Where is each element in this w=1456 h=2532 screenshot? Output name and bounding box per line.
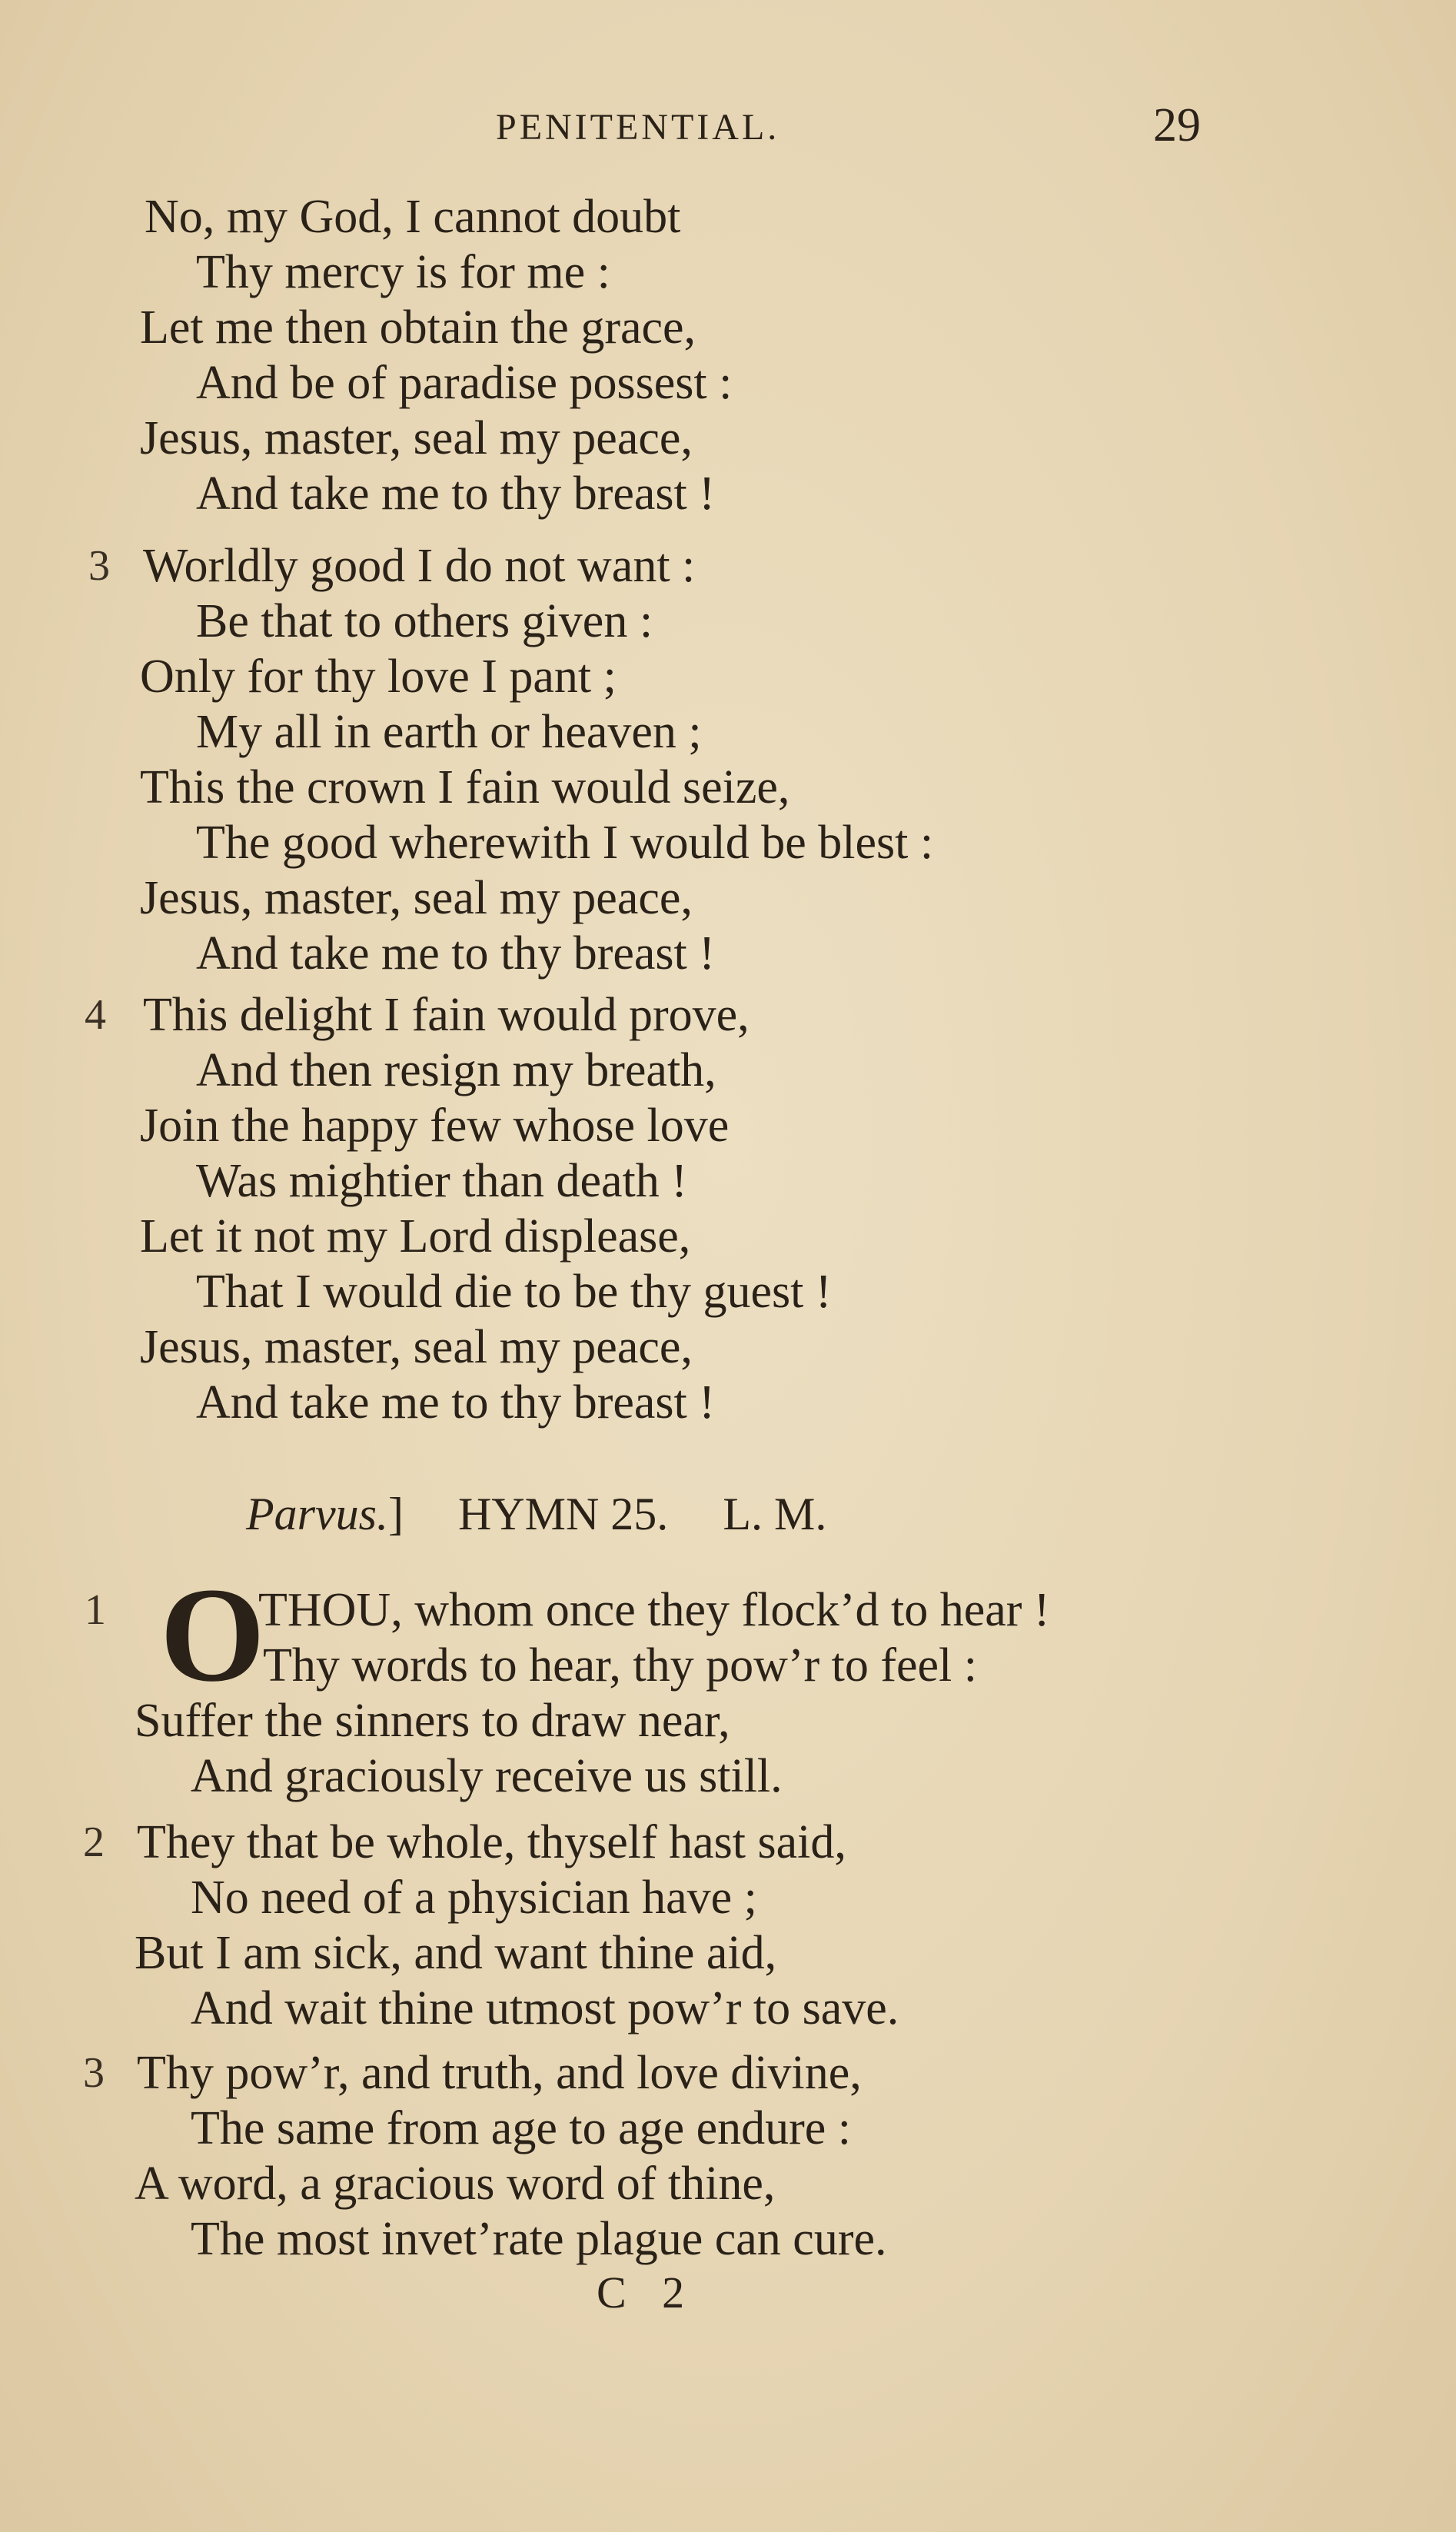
stanza-number: 3	[88, 542, 110, 590]
hymn-meter: L. M.	[723, 1489, 827, 1539]
stanza-number: 4	[85, 991, 106, 1039]
verse-line: And take me to thy breast !	[196, 467, 715, 520]
page-number: 29	[1153, 99, 1201, 151]
verse-line: And take me to thy breast !	[196, 1376, 715, 1429]
verse-line: Was mightier than death !	[196, 1155, 687, 1207]
running-title: PENITENTIAL.	[496, 107, 780, 148]
verse-line: And take me to thy breast !	[196, 927, 715, 980]
verse-line: My all in earth or heaven ;	[196, 706, 702, 758]
verse-line: A word, a gracious word of thine,	[135, 2158, 776, 2210]
stanza-number: 1	[85, 1586, 106, 1634]
tune-bracket: ]	[387, 1489, 404, 1539]
verse-line: And be of paradise possest :	[196, 357, 733, 409]
drop-cap: O	[160, 1560, 265, 1710]
verse-line: They that be whole, thyself hast said,	[137, 1816, 846, 1868]
tune-name: Parvus.	[246, 1489, 388, 1539]
verse-line: Only for thy love I pant ;	[140, 650, 617, 703]
verse-line: No need of a physician have ;	[191, 1872, 757, 1924]
running-header	[0, 98, 1456, 160]
verse-line: Worldly good I do not want :	[143, 540, 696, 592]
verse-line: Be that to others given :	[196, 595, 653, 647]
verse-line: Let me then obtain the grace,	[140, 301, 696, 354]
verse-line: Thy mercy is for me :	[196, 246, 610, 298]
verse-line: No, my God, I cannot doubt	[145, 191, 681, 243]
verse-line: This delight I fain would prove,	[143, 989, 750, 1041]
verse-line: The good wherewith I would be blest :	[196, 817, 934, 869]
verse-line: And graciously receive us still.	[191, 1750, 783, 1802]
stanza-number: 3	[83, 2049, 105, 2097]
verse-line: Suffer the sinners to draw near,	[135, 1695, 730, 1747]
verse-line: But I am sick, and want thine aid,	[135, 1927, 777, 1979]
verse-line: Let it not my Lord displease,	[140, 1210, 691, 1263]
verse-line: Jesus, master, seal my peace,	[140, 872, 693, 924]
verse-line: Thy words to hear, thy pow’r to feel :	[263, 1639, 978, 1692]
stanza-number: 2	[83, 1818, 105, 1866]
verse-line: Jesus, master, seal my peace,	[140, 412, 693, 464]
verse-line: That I would die to be thy guest !	[196, 1266, 832, 1318]
verse-line: The same from age to age endure :	[191, 2102, 852, 2154]
verse-line: And wait thine utmost pow’r to save.	[191, 1982, 899, 2035]
verse-line: Thy pow’r, and truth, and love divine,	[137, 2047, 862, 2099]
verse-line: Jesus, master, seal my peace,	[140, 1321, 693, 1373]
verse-line: The most invet’rate plague can cure.	[191, 2213, 887, 2265]
verse-line: THOU, whom once they flock’d to hear !	[258, 1584, 1050, 1636]
verse-line: And then resign my breath,	[196, 1044, 716, 1096]
hymn-heading	[246, 1488, 826, 1541]
signature-mark: C 2	[597, 2267, 697, 2317]
verse-line: Join the happy few whose love	[140, 1100, 730, 1152]
verse-line: This the crown I fain would seize,	[140, 761, 790, 814]
hymn-title: HYMN 25.	[457, 1489, 669, 1539]
